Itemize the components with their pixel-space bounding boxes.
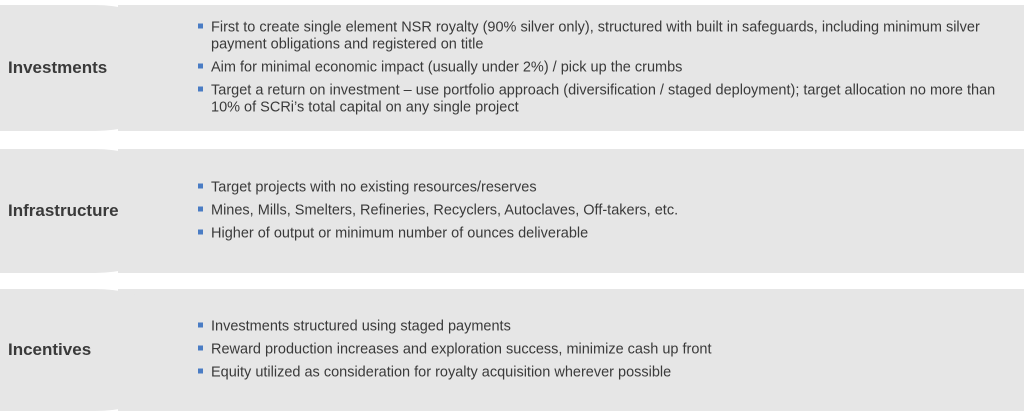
- section-investments: [0, 5, 1024, 131]
- square-bullet-icon: [198, 87, 203, 92]
- list-item: [197, 365, 1000, 382]
- bullet-text: Equity utilized as consideration for royalty acquisition wherever possible: [211, 364, 672, 381]
- list-item: [197, 83, 1000, 117]
- list-item: [197, 203, 1000, 220]
- bullet-text: Aim for minimal economic impact (usually under 2%) / pick up the crumbs: [211, 59, 683, 76]
- square-bullet-icon: [198, 323, 203, 328]
- bullet-text: Target a return on investment – use portfolio approach (diversification / staged deployment); target allocation no more than 10% of SCRi’s total capital on any single project: [211, 82, 996, 116]
- bullet-list: [197, 20, 1000, 117]
- list-item: [197, 226, 1000, 243]
- section-incentives: [0, 289, 1024, 411]
- square-bullet-icon: [198, 369, 203, 374]
- square-bullet-icon: [198, 184, 203, 189]
- bullet-list: [197, 180, 1000, 243]
- bullet-list: [197, 319, 1000, 382]
- bullet-text: Investments structured using staged payments: [211, 318, 511, 335]
- list-item: [197, 319, 1000, 336]
- square-bullet-icon: [198, 64, 203, 69]
- square-bullet-icon: [198, 207, 203, 212]
- bullet-text: Mines, Mills, Smelters, Refineries, Recyclers, Autoclaves, Off-takers, etc.: [211, 202, 679, 219]
- bullet-text: First to create single element NSR royalty (90% silver only), structured with built in safeguards, including minimum silver payment obligations and registered on title: [211, 19, 980, 53]
- list-item: [197, 60, 1000, 77]
- bullet-text: Reward production increases and exploration success, minimize cash up front: [211, 341, 712, 358]
- square-bullet-icon: [198, 24, 203, 29]
- list-item: [197, 342, 1000, 359]
- section-label: Incentives: [8, 340, 92, 359]
- section-infrastructure: [0, 149, 1024, 273]
- list-item: [197, 180, 1000, 197]
- section-label: Infrastructure: [8, 201, 119, 220]
- bullet-text: Target projects with no existing resources/reserves: [211, 179, 537, 196]
- section-label: Investments: [8, 58, 108, 77]
- list-item: [197, 20, 1000, 54]
- square-bullet-icon: [198, 346, 203, 351]
- square-bullet-icon: [198, 230, 203, 235]
- bullet-text: Higher of output or minimum number of ounces deliverable: [211, 225, 589, 242]
